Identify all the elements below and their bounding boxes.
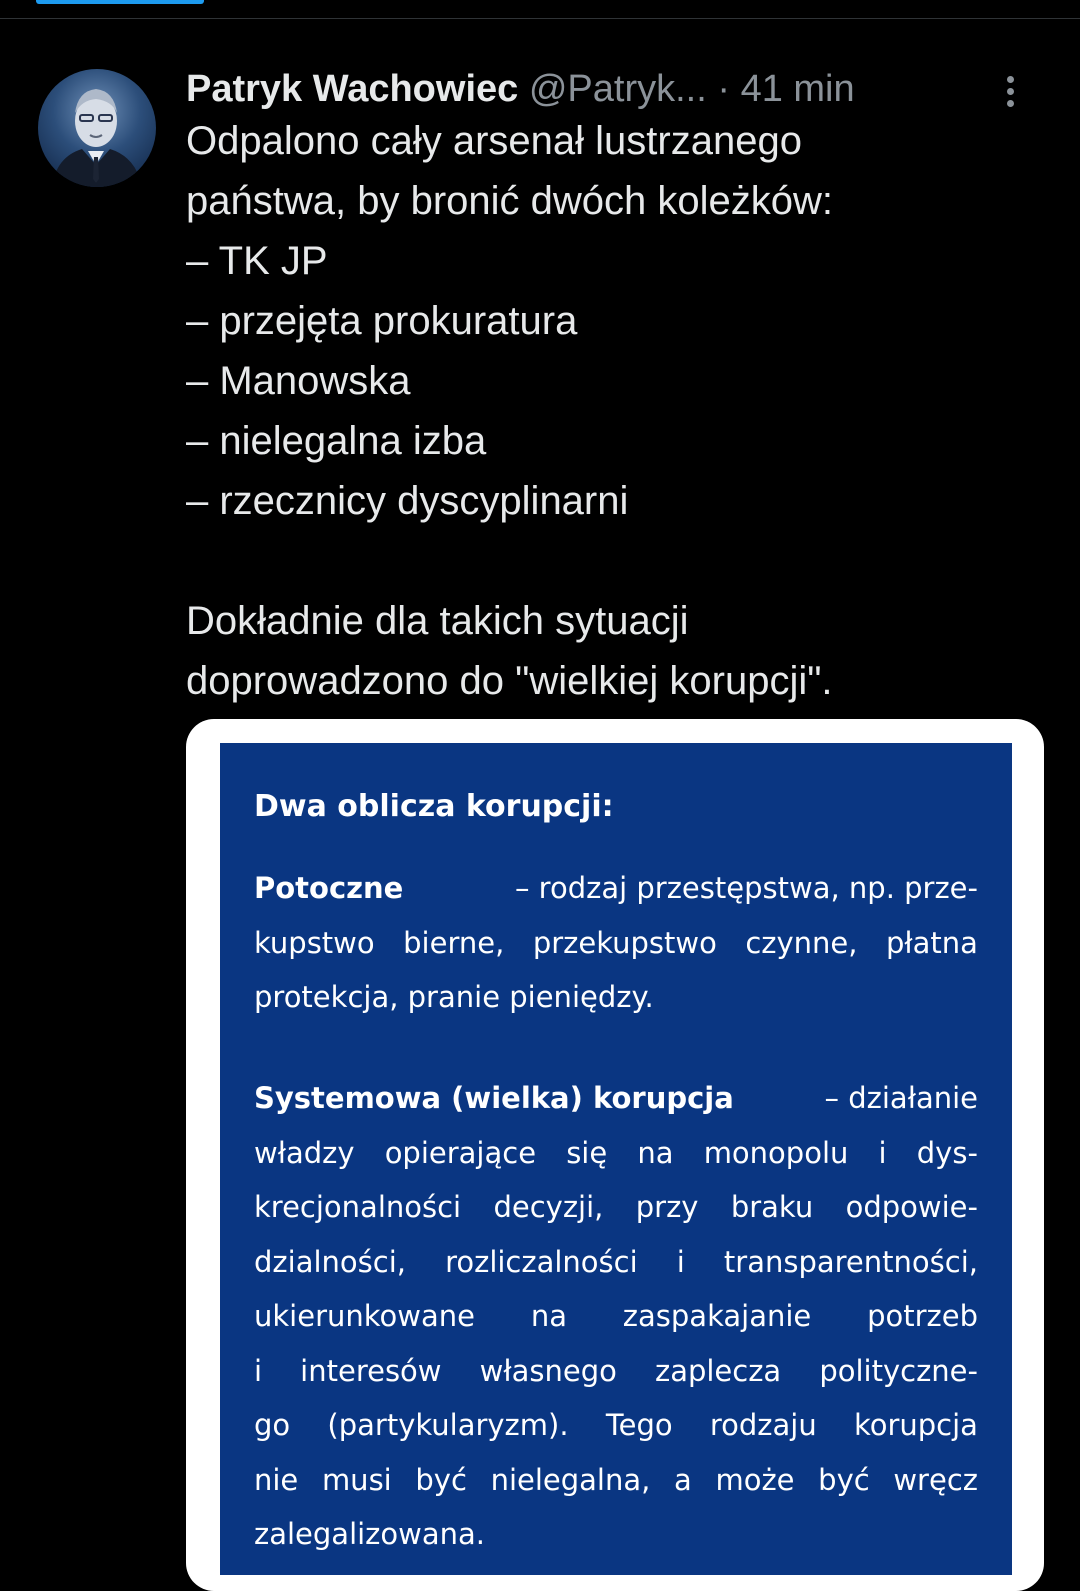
more-vertical-icon	[1007, 76, 1014, 83]
word: ukierunkowane	[254, 1299, 475, 1333]
definition-line	[254, 1344, 978, 1399]
word: władzy	[254, 1135, 355, 1170]
tweet-text	[186, 111, 1046, 711]
word: musi	[321, 1462, 392, 1497]
word: zaspakajanie	[622, 1299, 812, 1333]
definition-line	[254, 970, 978, 1025]
media-text-panel	[220, 743, 1012, 1575]
word: własnego	[479, 1353, 617, 1388]
word: się	[566, 1135, 608, 1170]
word: być	[415, 1462, 467, 1497]
word: a	[674, 1462, 692, 1497]
word: braku	[730, 1190, 814, 1224]
tweet-text-line: – Manowska	[186, 359, 411, 403]
definition-line	[254, 1071, 978, 1126]
word: dys-	[916, 1135, 978, 1170]
definition-text: protekcja, pranie pieniędzy.	[254, 980, 654, 1014]
word: na	[637, 1135, 674, 1170]
word: Tego	[605, 1408, 673, 1442]
word: bierne,	[403, 925, 505, 960]
word: monopolu	[703, 1135, 849, 1170]
media-title: Dwa oblicza korupcji:	[254, 789, 614, 824]
active-tab-indicator	[36, 0, 204, 4]
more-vertical-icon	[1007, 88, 1014, 95]
word: rozliczalności	[445, 1244, 638, 1279]
word: odpowie-	[845, 1190, 978, 1224]
word: być	[818, 1462, 870, 1497]
definition-term: Potoczne	[254, 871, 404, 905]
tweet-media-image[interactable]	[186, 719, 1044, 1591]
definition-line	[254, 1180, 978, 1235]
author-handle[interactable]: @Patryk...	[528, 68, 707, 110]
tweet-text-line: – TK JP	[186, 239, 328, 283]
more-vertical-icon	[1007, 100, 1014, 107]
definition-term: Systemowa (wielka) korupcja	[254, 1081, 734, 1115]
definition-text: – rodzaj przestępstwa, np. prze-	[514, 871, 978, 905]
tweet-text-line: – rzecznicy dyscyplinarni	[186, 479, 629, 523]
word: korupcja	[853, 1408, 978, 1442]
word: zaplecza	[654, 1353, 782, 1388]
word: czynne,	[745, 925, 858, 960]
definition-text: zalegalizowana.	[254, 1517, 486, 1551]
avatar-portrait-icon	[38, 69, 156, 187]
definition-line	[254, 1398, 978, 1453]
word: decyzji,	[493, 1190, 604, 1224]
word: może	[715, 1462, 795, 1497]
word: interesów	[300, 1353, 442, 1388]
word: płatna	[886, 925, 978, 960]
word: nie	[254, 1462, 299, 1497]
word: wręcz	[893, 1462, 978, 1497]
word: potrzeb	[867, 1299, 978, 1333]
word: (partykularyzm).	[327, 1408, 569, 1442]
word: dzialności,	[254, 1244, 406, 1279]
tweet-text-line: państwa, by bronić dwóch koleżków:	[186, 179, 833, 223]
definition-line	[254, 1126, 978, 1181]
word: i	[254, 1353, 263, 1388]
word: krecjonalności	[254, 1190, 462, 1224]
definition-text: – działanie	[824, 1081, 978, 1115]
word: rodzaju	[709, 1408, 817, 1442]
tweet[interactable]	[0, 19, 1080, 1591]
word: kupstwo	[254, 925, 375, 960]
tweet-text-line: – przejęta prokuratura	[186, 299, 578, 343]
tweet-header	[186, 63, 986, 115]
tweet-text-line: Odpalono cały arsenał lustrzanego	[186, 119, 802, 163]
word: na	[530, 1299, 567, 1333]
tweet-text-line: doprowadzono do "wielkiej korupcji".	[186, 659, 833, 703]
tweet-text-line: – nielegalna izba	[186, 419, 487, 463]
avatar[interactable]	[38, 69, 156, 187]
definition-line	[254, 1453, 978, 1508]
tweet-text-line: Dokładnie dla takich sytuacji	[186, 599, 689, 643]
author-name[interactable]: Patryk Wachowiec	[186, 68, 519, 110]
word: go	[254, 1408, 291, 1442]
definition-line	[254, 916, 978, 971]
definition-line	[254, 1507, 978, 1562]
word: nielegalna,	[490, 1462, 651, 1497]
timestamp[interactable]: 41 min	[740, 68, 855, 110]
definition-potoczne	[254, 861, 978, 1025]
more-options-button[interactable]	[998, 71, 1022, 115]
word: transparentności,	[723, 1244, 978, 1279]
definition-systemowa	[254, 1071, 978, 1562]
definition-line	[254, 1289, 978, 1344]
word: przy	[635, 1190, 699, 1224]
definition-line	[254, 861, 978, 916]
word: opierające	[384, 1135, 537, 1170]
word: i	[676, 1244, 685, 1279]
definition-line	[254, 1235, 978, 1290]
word: i	[878, 1135, 887, 1170]
word: przekupstwo	[532, 925, 717, 960]
word: polityczne-	[819, 1353, 978, 1388]
tweet-text-blank-line	[186, 531, 1046, 591]
separator-dot: ·	[717, 68, 731, 110]
